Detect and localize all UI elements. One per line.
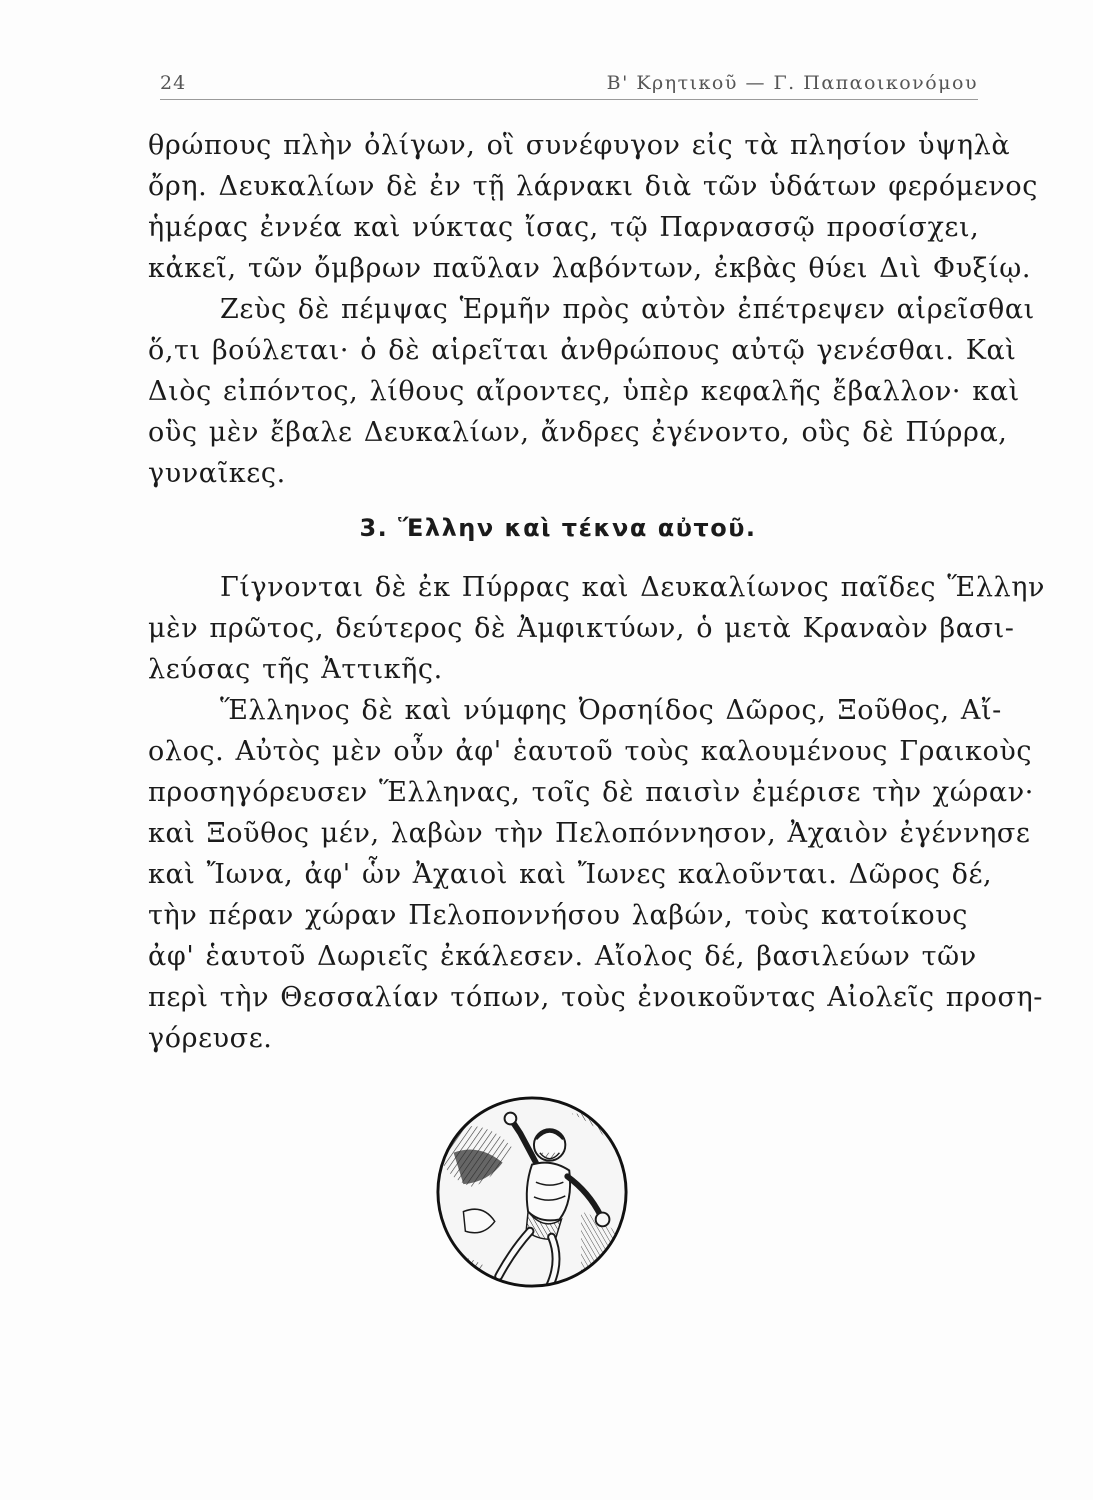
paragraph-4	[148, 690, 1043, 1059]
header-rule	[160, 99, 978, 100]
text-line: ὄρη. Δευκαλίων δὲ ἐν τῇ λάρνακι διὰ τῶν ὑδάτων φερόμενος	[148, 171, 1039, 202]
running-head	[160, 72, 978, 102]
text-line: τὴν πέραν χώραν Πελοποννήσου λαβών, τοὺς κατοίκους	[148, 900, 968, 931]
text-line: Διὸς εἰπόντος, λίθους αἴροντες, ὑπὲρ κεφαλῆς ἔβαλλον· καὶ	[148, 376, 1020, 407]
section-heading: 3. Ἕλλην καὶ τέκνα αὐτοῦ.	[359, 514, 757, 542]
text-line: ἀφ' ἑαυτοῦ Δωριεῖς ἐκάλεσεν. Αἴολος δέ, βασιλεύων τῶν	[148, 941, 977, 972]
running-head-title: Β' Κρητικοῦ — Γ. Παπαοικονόμου	[606, 72, 978, 94]
circular-engraving-illustration	[434, 1094, 630, 1290]
text-line: ολος. Αὐτὸς μὲν οὖν ἀφ' ἑαυτοῦ τοὺς καλουμένους Γραικοὺς	[148, 736, 1033, 767]
page-number: 24	[160, 72, 187, 94]
paragraph-1	[148, 125, 1039, 289]
text-line: θρώπους πλὴν ὀλίγων, οἳ συνέφυγον εἰς τὰ πλησίον ὑψηλὰ	[148, 130, 1011, 161]
paragraph-3	[148, 567, 1046, 690]
text-line: γόρευσε.	[148, 1023, 273, 1054]
text-line: ὅ,τι βούλεται· ὁ δὲ αἱρεῖται ἀνθρώπους αὐτῷ γενέσθαι. Καὶ	[148, 335, 1017, 366]
text-line: προσηγόρευσεν Ἕλληνας, τοῖς δὲ παισὶν ἐμέρισε τὴν χώραν·	[148, 777, 1034, 808]
text-line: Γίγνονται δὲ ἐκ Πύρρας καὶ Δευκαλίωνος παῖδες Ἕλλην	[220, 572, 1046, 603]
text-line: περὶ τὴν Θεσσαλίαν τόπων, τοὺς ἐνοικοῦντας Αἰολεῖς προση-	[148, 982, 1043, 1013]
text-line: γυναῖκες.	[148, 458, 286, 489]
paragraph-2	[148, 289, 1035, 494]
text-line: ἡμέρας ἐννέα καὶ νύκτας ἴσας, τῷ Παρνασσῷ προσίσχει,	[148, 212, 980, 243]
body-text	[148, 125, 1046, 1059]
text-line: Ζεὺς δὲ πέμψας Ἑρμῆν πρὸς αὐτὸν ἐπέτρεψεν αἱρεῖσθαι	[220, 294, 1035, 325]
text-line: καὶ Ἴωνα, ἀφ' ὧν Ἀχαιοὶ καὶ Ἴωνες καλοῦνται. Δῶρος δέ,	[148, 859, 993, 890]
text-line: οὓς μὲν ἔβαλε Δευκαλίων, ἄνδρες ἐγένοντο, οὓς δὲ Πύρρα,	[148, 417, 1008, 448]
text-line: κἀκεῖ, τῶν ὄμβρων παῦλαν λαβόντων, ἐκβὰς θύει Διὶ Φυξίῳ.	[148, 253, 1032, 284]
text-line: μὲν πρῶτος, δεύτερος δὲ Ἀμφικτύων, ὁ μετὰ Κραναὸν βασι-	[148, 613, 1015, 644]
text-line: λεύσας τῆς Ἀττικῆς.	[148, 654, 443, 685]
text-line: Ἕλληνος δὲ καὶ νύμφης Ὀρσηίδος Δῶρος, Ξοῦθος, Αἴ-	[220, 695, 1002, 726]
text-line: καὶ Ξοῦθος μέν, λαβὼν τὴν Πελοπόννησον, Ἀχαιὸν ἐγέννησε	[148, 818, 1031, 849]
